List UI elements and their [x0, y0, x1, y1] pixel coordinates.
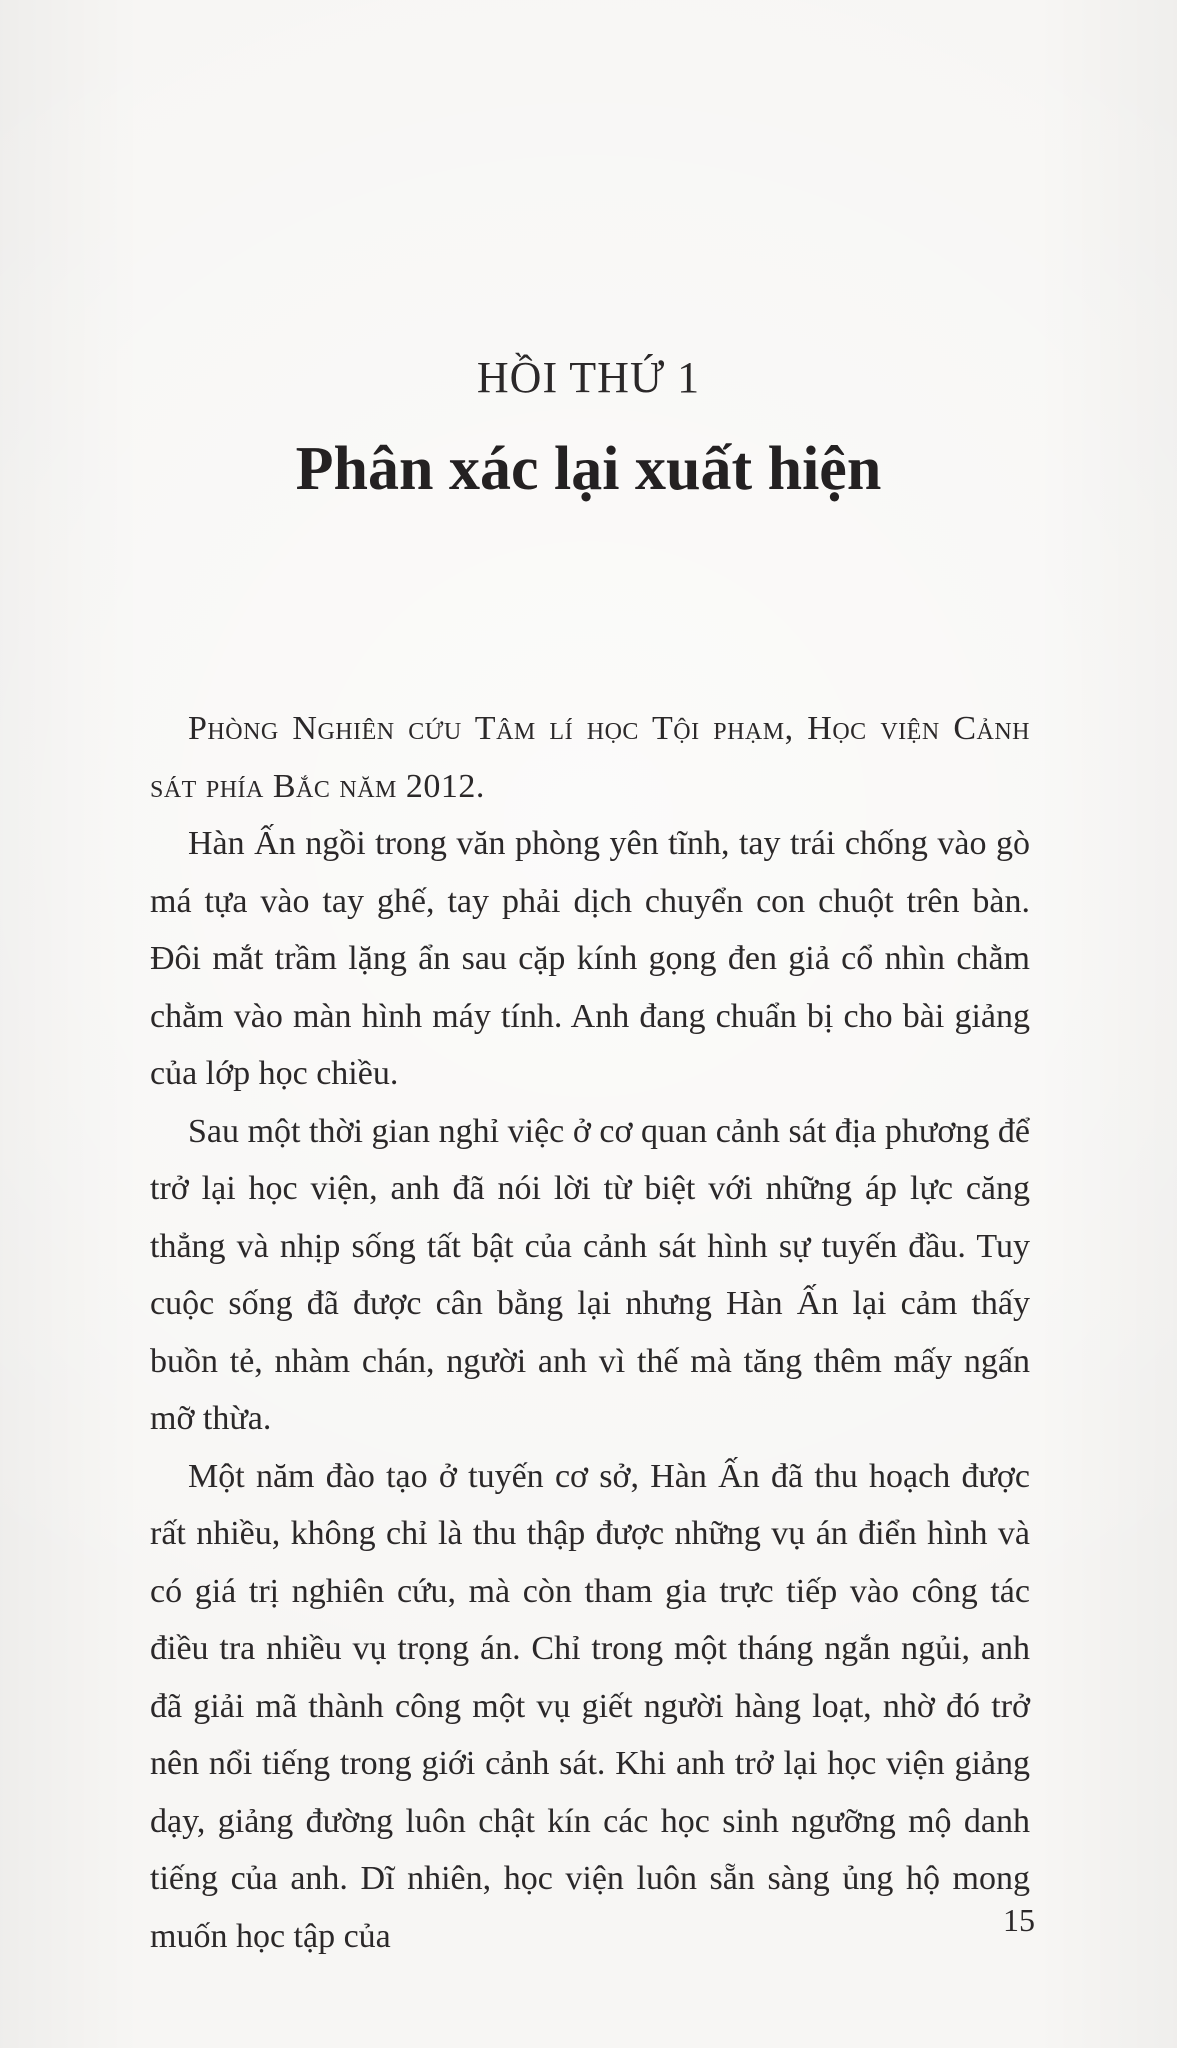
chapter-title: Phân xác lại xuất hiện: [295, 435, 882, 503]
paragraph-2: Hàn Ấn ngồi trong văn phòng yên tĩnh, tay trái chống vào gò má tựa vào tay ghế, tay phải dịch chuyển con chuột trên bàn. Đôi mắt trầm lặng ẩn sau cặp kính gọng đen giả cổ nhìn chằm chằm vào màn hình máy tính. Anh đang chuẩn bị cho bài giảng của lớp học chiều.: [150, 825, 1030, 1092]
paragraph-1: Phòng Nghiên cứu Tâm lí học Tội phạm, Học viện Cảnh sát phía Bắc năm 2012.: [150, 710, 1030, 805]
paragraph-3: Sau một thời gian nghỉ việc ở cơ quan cảnh sát địa phương để trở lại học viện, anh đã nói lời từ biệt với những áp lực căng thẳng và nhịp sống tất bật của cảnh sát hình sự tuyến đầu. Tuy cuộc sống đã được cân bằng lại nhưng Hàn Ấn lại cảm thấy buồn tẻ, nhàm chán, người anh vì thế mà tăng thêm mấy ngấn mỡ thừa.: [150, 1112, 1030, 1437]
paragraph-4: Một năm đào tạo ở tuyến cơ sở, Hàn Ấn đã thu hoạch được rất nhiều, không chỉ là thu thập được những vụ án điển hình và có giá trị nghiên cứu, mà còn tham gia trực tiếp vào công tác điều tra nhiều vụ trọng án. Chỉ trong một tháng ngắn ngủi, anh đã giải mã thành công một vụ giết người hàng loạt, nhờ đó trở nên nổi tiếng trong giới cảnh sát. Khi anh trở lại học viện giảng dạy, giảng đường luôn chật kín các học sinh ngưỡng mộ danh tiếng của anh. Dĩ nhiên, học viện luôn sẵn sàng ủng hộ mong muốn học tập của: [150, 1457, 1030, 1955]
body-text: [150, 700, 1030, 1965]
chapter-label: HỒI THỨ 1: [476, 353, 701, 402]
page-number: 15: [1003, 1902, 1035, 1938]
